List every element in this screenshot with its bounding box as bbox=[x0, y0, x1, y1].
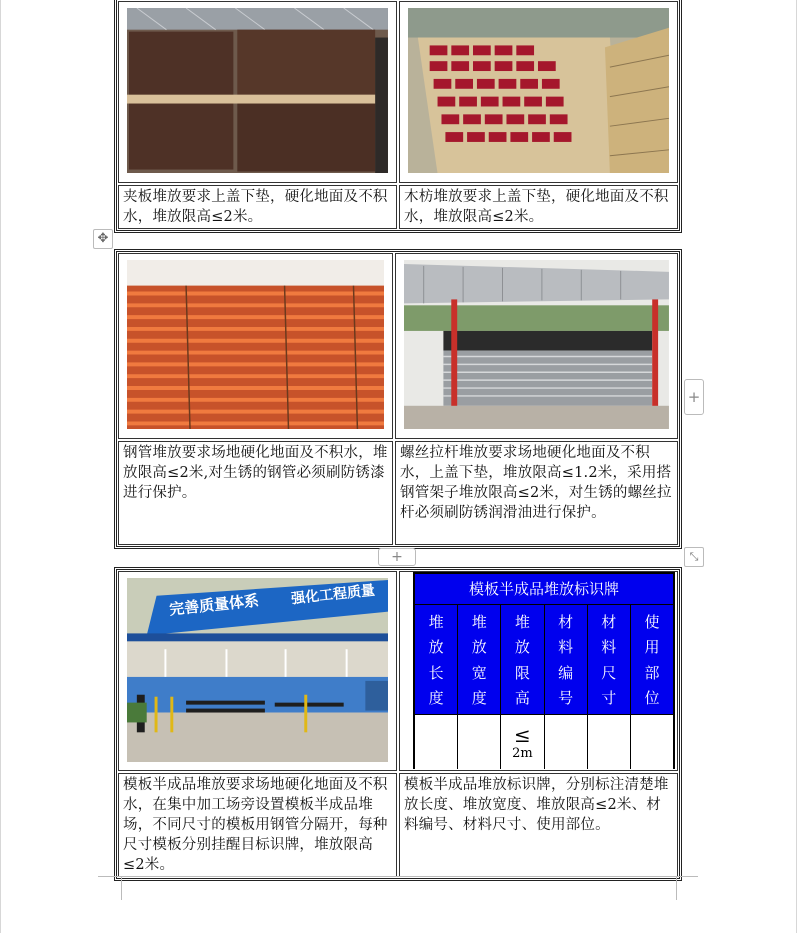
sign-value-text: 2m bbox=[512, 745, 533, 761]
sign-char: 位 bbox=[644, 688, 660, 707]
sign-header-grid bbox=[415, 605, 673, 714]
page-edge-left bbox=[0, 0, 1, 933]
cell-photo-plywood bbox=[118, 1, 397, 183]
sign-char: 材 bbox=[601, 613, 617, 632]
table-plywood-timber bbox=[114, 0, 682, 233]
sign-char: 号 bbox=[558, 688, 574, 707]
sign-char: 度 bbox=[471, 688, 487, 707]
sign-char: 用 bbox=[644, 638, 660, 657]
sign-char: 料 bbox=[601, 638, 617, 657]
photo-plywood bbox=[127, 8, 388, 173]
cell-photo-tie-rod bbox=[395, 253, 678, 439]
table-pipe-tierod bbox=[114, 249, 682, 549]
sign-char: 使 bbox=[644, 613, 660, 632]
page-margin-mark-left bbox=[121, 876, 122, 900]
sign-value-length bbox=[415, 715, 458, 769]
add-column-button[interactable]: + bbox=[684, 379, 704, 415]
sign-char: 限 bbox=[514, 663, 530, 682]
cell-photo-steel-pipe bbox=[118, 253, 393, 439]
sign-col-material-number bbox=[545, 605, 588, 714]
photo-tie-rod bbox=[404, 260, 669, 429]
cell-photo-formwork bbox=[118, 571, 397, 771]
sign-char: 部 bbox=[644, 663, 660, 682]
sign-char: 尺 bbox=[601, 663, 617, 682]
sign-col-height-limit bbox=[501, 605, 544, 714]
caption-timber: 木枋堆放要求上盖下垫，硬化地面及不积水，堆放限高≤2米。 bbox=[399, 185, 678, 229]
sign-col-usage-location bbox=[631, 605, 673, 714]
caption-tie-rod: 螺丝拉杆堆放要求场地硬化地面及不积水，上盖下垫，堆放限高≤1.2米，采用搭钢管架子堆放限高≤2米，对生锈的螺丝拉杆必须刷防锈润滑油进行保护。 bbox=[395, 441, 678, 545]
photo-timber bbox=[408, 8, 669, 173]
sign-col-width bbox=[458, 605, 501, 714]
sign-char: 材 bbox=[558, 613, 574, 632]
caption-sign-description: 模板半成品堆放标识牌，分别标注清楚堆放长度、堆放宽度、堆放限高≤2米、材料编号、材料尺寸、使用部位。 bbox=[399, 773, 678, 877]
sign-char: 料 bbox=[558, 638, 574, 657]
sign-col-material-size bbox=[588, 605, 631, 714]
sign-char: 度 bbox=[428, 688, 444, 707]
table-move-handle-icon[interactable]: ✥ bbox=[93, 229, 113, 249]
sign-char: 长 bbox=[428, 663, 444, 682]
caption-plywood: 夹板堆放要求上盖下垫，硬化地面及不积水，堆放限高≤2米。 bbox=[118, 185, 397, 229]
table-formwork bbox=[114, 567, 682, 881]
sign-char: 放 bbox=[471, 638, 487, 657]
sign-value-material-size bbox=[588, 715, 631, 769]
cell-sign-board bbox=[399, 571, 678, 771]
sign-char: 放 bbox=[514, 638, 530, 657]
caption-formwork: 模板半成品堆放要求场地硬化地面及不积水，在集中加工场旁设置模板半成品堆场，不同尺寸的模板用钢管分隔开，每种尺寸模板分别挂醒目标识牌，堆放限高≤2米。 bbox=[118, 773, 397, 877]
page-margin-mark-right bbox=[676, 876, 677, 900]
sign-col-length bbox=[415, 605, 458, 714]
sign-char: 堆 bbox=[514, 613, 530, 632]
add-row-button[interactable]: + bbox=[378, 548, 416, 566]
sign-value-usage-location bbox=[631, 715, 673, 769]
caption-steel-pipe: 钢管堆放要求场地硬化地面及不积水，堆放限高≤2米,对生锈的钢管必须刷防锈漆进行保护。 bbox=[118, 441, 393, 545]
sign-title: 模板半成品堆放标识牌 bbox=[415, 574, 673, 605]
banner-slogan-left: 完善质量体系 bbox=[168, 591, 260, 619]
page-footer-line bbox=[98, 876, 698, 877]
photo-formwork-yard bbox=[127, 578, 388, 762]
sign-value-width bbox=[458, 715, 501, 769]
sign-value-material-number bbox=[545, 715, 588, 769]
cell-photo-timber bbox=[399, 1, 678, 183]
sign-value-row bbox=[415, 714, 673, 769]
sign-value-height-limit bbox=[501, 715, 544, 769]
photo-steel-pipe bbox=[127, 260, 384, 429]
sign-char: 高 bbox=[514, 688, 530, 707]
sign-char: 放 bbox=[428, 638, 444, 657]
sign-value-symbol: ≤ bbox=[514, 722, 531, 747]
sign-char: 寸 bbox=[601, 688, 617, 707]
banner-slogan-right: 强化工程质量 bbox=[290, 582, 376, 608]
sign-board bbox=[413, 572, 675, 769]
sign-char: 堆 bbox=[471, 613, 487, 632]
sign-char: 宽 bbox=[471, 663, 487, 682]
table-resize-icon[interactable]: ⤡ bbox=[684, 547, 704, 567]
sign-char: 堆 bbox=[428, 613, 444, 632]
sign-char: 编 bbox=[558, 663, 574, 682]
